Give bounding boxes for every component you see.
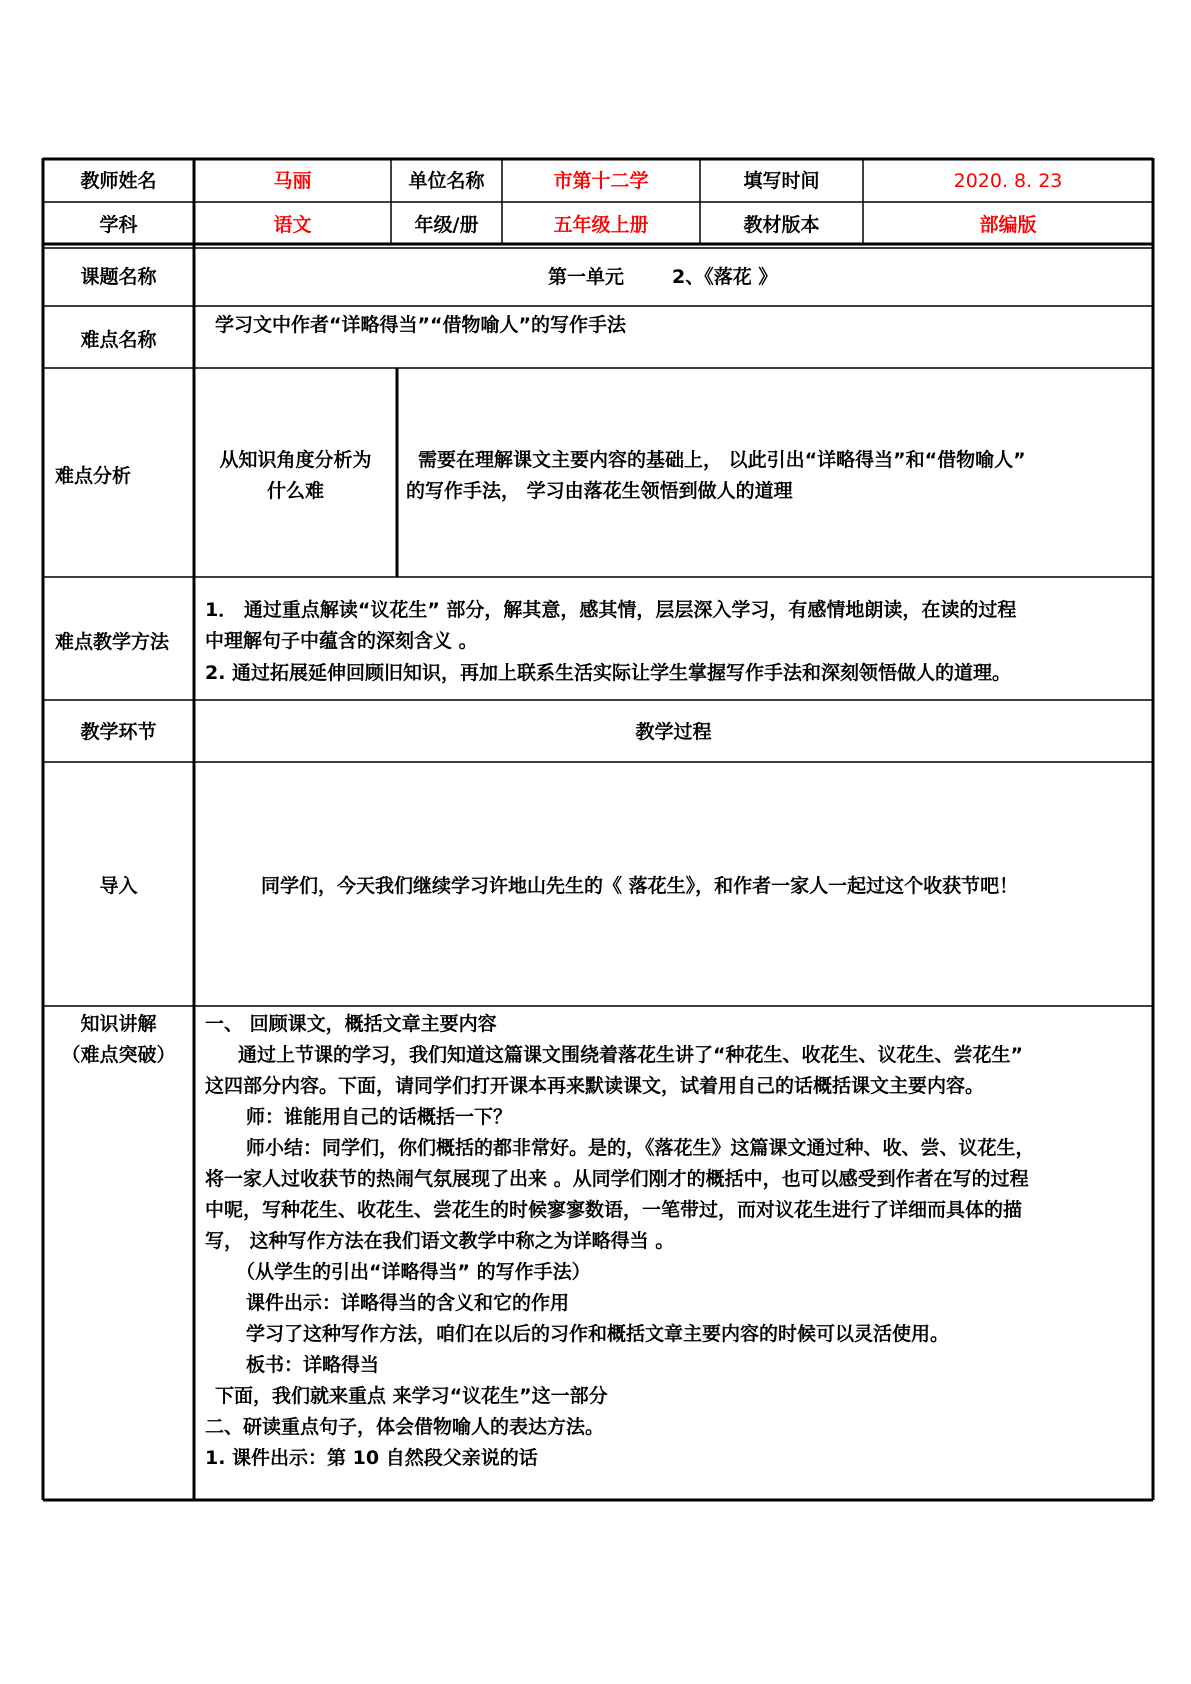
topic-unit: 第一单元 [548, 266, 625, 288]
knowledge-label-2: （难点突破） [61, 1044, 176, 1066]
method-line-3: 2. 通过拓展延伸回顾旧知识，再加上联系生活实际让学生掌握写作手法和深刻领悟做人的道理。 [205, 662, 1012, 684]
analysis-text-line-1: 需要在理解课文主要内容的基础上， 以此引出“详略得当”和“借物喻人” [418, 449, 1026, 471]
teaching-process-label: 教学过程 [635, 721, 712, 743]
knowledge-line: 师小结：同学们，你们概括的都非常好。是的，《落花生》这篇课文通过种、收、尝、议花生， [246, 1137, 1035, 1159]
unit-name-value: 市第十二学 [553, 170, 649, 192]
method-label: 难点教学方法 [55, 631, 170, 653]
subject-value: 语文 [273, 214, 312, 236]
analysis-label: 难点分析 [55, 465, 132, 487]
teacher-name-label: 教师姓名 [80, 170, 157, 192]
knowledge-line: （从学生的引出“详略得当” 的写作手法） [236, 1261, 591, 1283]
intro-label: 导入 [99, 875, 138, 897]
knowledge-line: 中呢，写种花生、收花生、尝花生的时候寥寥数语，一笔带过，而对议花生进行了详细而具体的描 [205, 1199, 1023, 1221]
teaching-stage-label: 教学环节 [80, 721, 157, 743]
knowledge-line: 将一家人过收获节的热闹气氛展现了出来 。从同学们刚才的概括中，也可以感受到作者在写的过程 [205, 1168, 1029, 1190]
edition-value: 部编版 [979, 214, 1037, 236]
topic-label: 课题名称 [80, 266, 157, 288]
analysis-text-line-2: 的写作手法， 学习由落花生领悟到做人的道理 [406, 480, 793, 502]
intro-text: 同学们，今天我们继续学习许地山先生的《 落花生》，和作者一家人一起过这个收获节吧！ [261, 875, 1019, 897]
knowledge-line: 学习了这种写作方法，咱们在以后的习作和概括文章主要内容的时候可以灵活使用。 [246, 1323, 950, 1345]
difficulty-label: 难点名称 [80, 329, 157, 351]
knowledge-line: 写， 这种写作方法在我们语文教学中称之为详略得当 。 [205, 1230, 675, 1252]
knowledge-line: 通过上节课的学习，我们知道这篇课文围绕着落花生讲了“种花生、收花生、议花生、尝花生” [238, 1044, 1023, 1066]
teacher-name-value: 马丽 [273, 170, 312, 192]
knowledge-line: 二、研读重点句子，体会借物喻人的表达方法。 [205, 1416, 605, 1438]
knowledge-line: 师：谁能用自己的话概括一下？ [246, 1106, 513, 1128]
subject-label: 学科 [99, 214, 138, 236]
knowledge-label-1: 知识讲解 [80, 1013, 157, 1035]
knowledge-line: 这四部分内容。下面，请同学们打开课本再来默读课文，试着用自己的话概括课文主要内容。 [205, 1075, 985, 1097]
edition-label: 教材版本 [743, 214, 820, 236]
method-line-2: 中理解句子中蕴含的深刻含义 。 [205, 630, 478, 652]
knowledge-line: 课件出示：详略得当的含义和它的作用 [246, 1292, 570, 1314]
unit-name-label: 单位名称 [408, 170, 485, 192]
knowledge-line: 板书：详略得当 [246, 1354, 380, 1376]
knowledge-line: 一、 回顾课文，概括文章主要内容 [205, 1013, 497, 1035]
analysis-sub-label-2: 什么难 [266, 480, 324, 502]
analysis-sub-label-1: 从知识角度分析为 [219, 449, 372, 471]
knowledge-line: 下面，我们就来重点 来学习“议花生”这一部分 [215, 1385, 608, 1407]
grade-label: 年级/册 [414, 214, 479, 236]
difficulty-text: 学习文中作者“详略得当”“借物喻人”的写作手法 [215, 314, 626, 336]
topic-lesson: 2、《落花 》 [672, 266, 778, 288]
knowledge-line: 1. 课件出示：第 10 自然段父亲说的话 [205, 1447, 538, 1469]
fill-date-label: 填写时间 [743, 170, 820, 192]
fill-date-value: 2020. 8. 23 [953, 170, 1063, 192]
grade-value: 五年级上册 [553, 214, 649, 236]
method-line-1: 1． 通过重点解读“议花生” 部分，解其意，感其情，层层深入学习，有感情地朗读，在读的过程 [205, 599, 1017, 621]
